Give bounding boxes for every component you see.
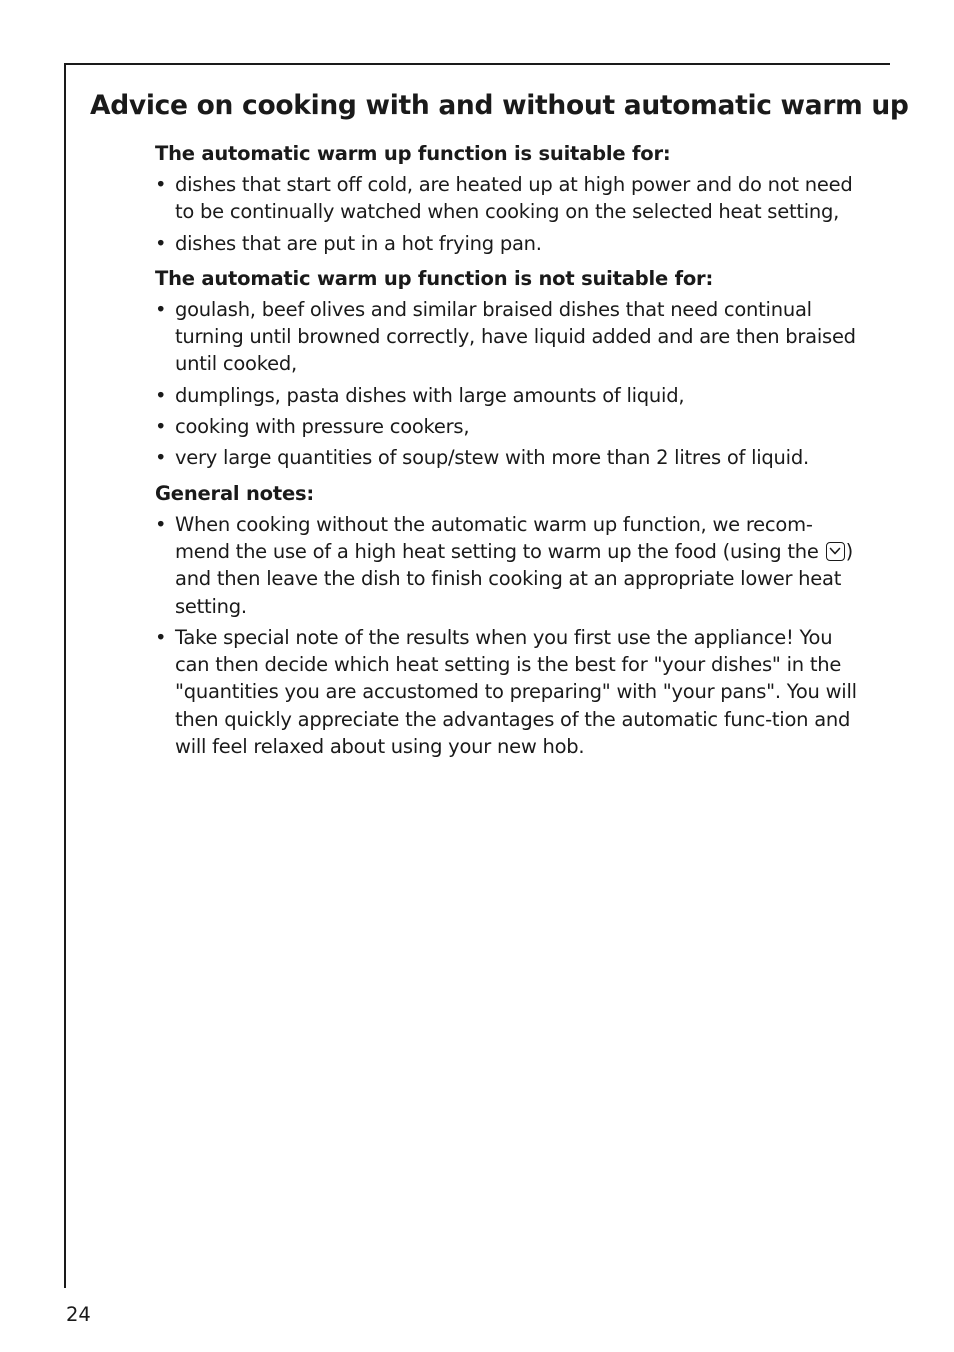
general-notes-heading: General notes:: [155, 481, 315, 505]
frame-top-rule: [64, 63, 890, 65]
frame-left-rule: [64, 63, 66, 1288]
bullet-icon: •: [155, 297, 167, 321]
bullet-icon: •: [155, 625, 167, 649]
bullet-icon: •: [155, 446, 167, 470]
list-item-text: Take special note of the results when you first use the appliance! You can then decide which heat setting is the best for "your dishes" in the "quantities you are accustomed to preparing" with "your pans". You will then quickly appreciate the advantages of the automatic func-tion and will feel relaxed about using your new hob.: [175, 625, 857, 759]
page-title: Advice on cooking with and without automatic warm up: [90, 90, 909, 121]
list-item: [155, 413, 865, 440]
bullet-icon: •: [155, 512, 167, 536]
list-item-text: ) and then leave the dish to finish cooking at an appropriate lower heat setting.: [175, 539, 853, 618]
list-item-text: When cooking without the automatic warm up function, we recom-mend the use of a high heat setting to warm up the food (using the: [175, 512, 819, 563]
suitable-section: [155, 140, 865, 257]
general-notes-list: [155, 511, 865, 761]
bullet-icon: •: [155, 173, 167, 196]
list-item: [155, 296, 865, 378]
not-suitable-heading: The automatic warm up function is not suitable for:: [155, 266, 714, 290]
content-body: [155, 140, 865, 768]
list-item-text: cooking with pressure cookers,: [175, 415, 470, 439]
bullet-icon: •: [155, 231, 167, 255]
list-item: [155, 230, 865, 257]
down-arrow-key-icon: [826, 542, 845, 561]
not-suitable-list: [155, 296, 865, 472]
list-item-text: very large quantities of soup/stew with more than 2 litres of liquid.: [175, 446, 809, 470]
list-item-text: dishes that start off cold, are heated up at high power and do not need to be continually watched when cooking on the selected heat setting,: [175, 173, 853, 224]
bullet-icon: •: [155, 415, 167, 439]
list-item: [155, 382, 865, 409]
list-item-text: goulash, beef olives and similar braised dishes that need continual turning until browned correctly, have liquid added and are then braised until cooked,: [175, 297, 856, 376]
list-item: [155, 444, 865, 471]
general-notes-section: [155, 480, 865, 761]
suitable-heading: The automatic warm up function is suitable for:: [155, 142, 671, 165]
list-item-text: dishes that are put in a hot frying pan.: [175, 231, 542, 255]
list-item: [155, 171, 865, 226]
page-number: 24: [66, 1303, 91, 1326]
list-item: [155, 511, 865, 620]
list-item-text: dumplings, pasta dishes with large amounts of liquid,: [175, 383, 685, 407]
bullet-icon: •: [155, 383, 167, 407]
not-suitable-section: [155, 265, 865, 472]
list-item: [155, 624, 865, 760]
suitable-list: [155, 171, 865, 257]
